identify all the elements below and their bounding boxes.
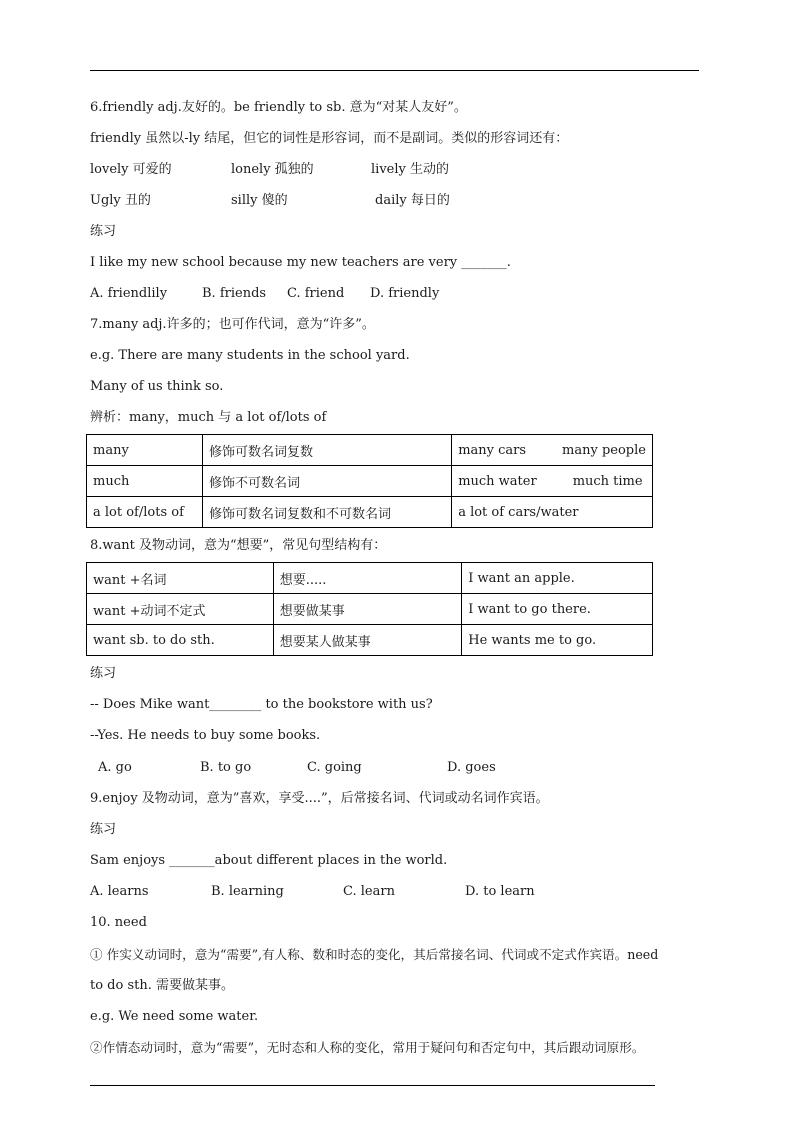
table-row — [87, 435, 653, 466]
table-row — [87, 594, 653, 625]
adj-daily: daily 每日的 — [375, 193, 450, 208]
example-text: much time — [572, 473, 643, 489]
q2-option-a: A. go — [98, 760, 132, 775]
q3-option-c: C. learn — [343, 884, 395, 899]
practice-label: 练习 — [90, 224, 117, 239]
adj-lonely: lonely 孤独的 — [231, 162, 314, 177]
q3-option-b: B. learning — [211, 884, 284, 899]
item-8-heading: 8.want 及物动词，意为“想要”，常见句型结构有： — [90, 538, 387, 553]
q1-option-c: C. friend — [287, 286, 345, 301]
table-cell — [452, 435, 653, 466]
table-cell: 想要..... — [273, 563, 462, 594]
table-cell: want +名词 — [87, 563, 274, 594]
header-rule — [90, 70, 699, 71]
item-10-point-1-cont: to do sth. 需要做某事。 — [90, 978, 234, 993]
table-cell: a lot of/lots of — [87, 497, 203, 528]
q2-option-c: C. going — [307, 760, 362, 775]
footer-rule — [90, 1085, 655, 1086]
example-text: many people — [562, 442, 646, 458]
table-cell: want sb. to do sth. — [87, 625, 274, 656]
table-cell: 想要做某事 — [273, 594, 462, 625]
q1-option-d: D. friendly — [370, 286, 440, 301]
table-row — [87, 497, 653, 528]
table-cell: I want an apple. — [462, 563, 653, 594]
table-row — [87, 466, 653, 497]
table-cell: He wants me to go. — [462, 625, 653, 656]
item-6-heading: 6.friendly adj.友好的。be friendly to sb. 意为“对某人友好”。 — [90, 100, 467, 115]
item-10-example: e.g. We need some water. — [90, 1009, 259, 1024]
q3-option-d: D. to learn — [465, 884, 535, 899]
question-2-line-2: --Yes. He needs to buy some books. — [90, 728, 321, 743]
table-row — [87, 563, 653, 594]
item-10-point-2: ②作情态动词时，意为“需要”，无时态和人称的变化，常用于疑问句和否定句中，其后跟动词原形。 — [90, 1040, 645, 1055]
item-7-heading: 7.many adj.许多的；也可作代词，意为“许多”。 — [90, 317, 375, 332]
item-9-heading: 9.enjoy 及物动词，意为”喜欢，享受....”，后常接名词、代词或动名词作宾语。 — [90, 791, 549, 806]
want-table — [86, 562, 653, 656]
table-cell: 修饰可数名词复数 — [203, 435, 452, 466]
table-row — [87, 625, 653, 656]
example-text: much water — [458, 473, 537, 489]
question-3: Sam enjoys _______about different places in the world. — [90, 853, 448, 868]
q2-option-d: D. goes — [447, 760, 496, 775]
table-cell: 修饰可数名词复数和不可数名词 — [203, 497, 452, 528]
q2-option-b: B. to go — [200, 760, 252, 775]
q3-option-a: A. learns — [90, 884, 149, 899]
practice-label: 练习 — [90, 822, 117, 837]
table-cell: much — [87, 466, 203, 497]
table-cell: many — [87, 435, 203, 466]
q1-option-b: B. friends — [202, 286, 267, 301]
adj-silly: silly 傻的 — [231, 193, 288, 208]
practice-label: 练习 — [90, 666, 117, 681]
example-text: many cars — [458, 442, 527, 458]
item-10-heading: 10. need — [90, 915, 147, 930]
adj-ugly: Ugly 丑的 — [90, 193, 151, 208]
item-7-compare: 辨析：many，much 与 a lot of/lots of — [90, 410, 327, 425]
item-7-example: e.g. There are many students in the school yard. — [90, 348, 410, 363]
adj-lovely: lovely 可爱的 — [90, 162, 172, 177]
question-1: I like my new school because my new teachers are very _______. — [90, 255, 511, 270]
item-7-example-2: Many of us think so. — [90, 379, 224, 394]
table-cell — [452, 466, 653, 497]
q1-option-a: A. friendlily — [90, 286, 168, 301]
table-cell: want +动词不定式 — [87, 594, 274, 625]
question-2-line-1: -- Does Mike want________ to the bookstore with us? — [90, 697, 433, 712]
table-cell: 修饰不可数名词 — [203, 466, 452, 497]
item-6-note: friendly 虽然以-ly 结尾，但它的词性是形容词，而不是副词。类似的形容词还有： — [90, 131, 569, 146]
item-10-point-1: ① 作实义动词时，意为“需要”,有人称、数和时态的变化，其后常接名词、代词或不定式作宾语。need — [90, 947, 659, 962]
many-much-table — [86, 434, 653, 528]
table-cell: a lot of cars/water — [452, 497, 653, 528]
table-cell: 想要某人做某事 — [273, 625, 462, 656]
table-cell: I want to go there. — [462, 594, 653, 625]
adj-lively: lively 生动的 — [371, 162, 449, 177]
